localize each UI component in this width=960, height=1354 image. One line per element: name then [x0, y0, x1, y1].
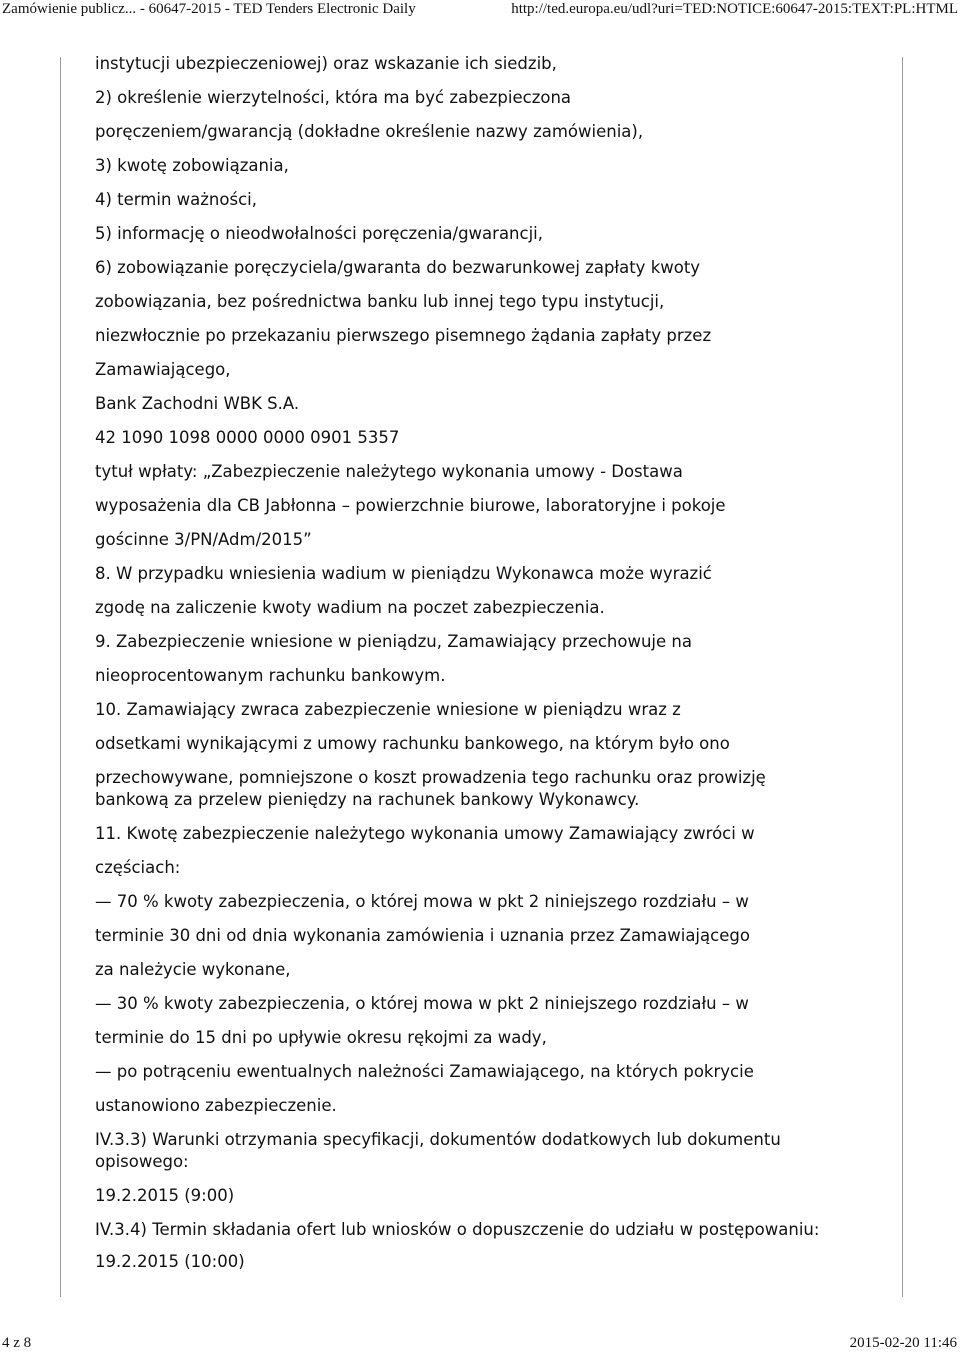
text-line: IV.3.4) Termin składania ofert lub wniosków o dopuszczenie do udziału w postępowaniu:	[95, 1220, 820, 1239]
text-line: Bank Zachodni WBK S.A.	[95, 394, 300, 413]
right-border-line	[902, 57, 903, 1297]
text-line: 19.2.2015 (10:00)	[95, 1252, 245, 1271]
text-line: odsetkami wynikającymi z umowy rachunku bankowego, na którym było ono	[95, 734, 730, 753]
text-line: bankową za przelew pieniędzy na rachunek bankowy Wykonawcy.	[95, 790, 640, 809]
text-line: zobowiązania, bez pośrednictwa banku lub innej tego typu instytucji,	[95, 292, 665, 311]
text-line: Zamawiającego,	[95, 360, 231, 379]
text-line: nieoprocentowanym rachunku bankowym.	[95, 666, 446, 685]
text-line: 6) zobowiązanie poręczyciela/gwaranta do bezwarunkowej zapłaty kwoty	[95, 258, 701, 277]
page-number: 4 z 8	[2, 1335, 32, 1351]
text-line: ustanowiono zabezpieczenie.	[95, 1096, 337, 1115]
print-datetime: 2015-02-20 11:46	[849, 1335, 957, 1351]
text-line: częściach:	[95, 858, 181, 877]
text-line: zgodę na zaliczenie kwoty wadium na poczet zabezpieczenia.	[95, 598, 605, 617]
text-line: — po potrąceniu ewentualnych należności Zamawiającego, na których pokrycie	[95, 1062, 754, 1081]
text-line: 11. Kwotę zabezpieczenie należytego wykonania umowy Zamawiający zwróci w	[95, 824, 755, 843]
text-line: instytucji ubezpieczeniowej) oraz wskazanie ich siedzib,	[95, 54, 557, 73]
text-line: 10. Zamawiający zwraca zabezpieczenie wniesione w pieniądzu wraz z	[95, 700, 681, 719]
text-line: opisowego:	[95, 1152, 189, 1171]
text-line: przechowywane, pomniejszone o koszt prowadzenia tego rachunku oraz prowizję	[95, 768, 766, 787]
text-line: 3) kwotę zobowiązania,	[95, 156, 289, 175]
text-line: za należycie wykonane,	[95, 960, 291, 979]
left-border-line	[60, 57, 61, 1297]
text-line: 19.2.2015 (9:00)	[95, 1186, 235, 1205]
text-line: wyposażenia dla CB Jabłonna – powierzchnie biurowe, laboratoryjne i pokoje	[95, 496, 726, 515]
text-line: 2) określenie wierzytelności, która ma być zabezpieczona	[95, 88, 572, 107]
text-line: terminie 30 dni od dnia wykonania zamówienia i uznania przez Zamawiającego	[95, 926, 750, 945]
text-line: gościnne 3/PN/Adm/2015”	[95, 530, 312, 549]
page-title: Zamówienie publicz... - 60647-2015 - TED Tenders Electronic Daily	[2, 1, 416, 17]
text-line: terminie do 15 dni po upływie okresu rękojmi za wady,	[95, 1028, 547, 1047]
text-line: 42 1090 1098 0000 0000 0901 5357	[95, 428, 400, 447]
text-line: — 70 % kwoty zabezpieczenia, o której mowa w pkt 2 niniejszego rozdziału – w	[95, 892, 749, 911]
text-line: IV.3.3) Warunki otrzymania specyfikacji, dokumentów dodatkowych lub dokumentu	[95, 1130, 781, 1149]
text-line: 5) informację o nieodwołalności poręczenia/gwarancji,	[95, 224, 543, 243]
text-line: tytuł wpłaty: „Zabezpieczenie należytego wykonania umowy - Dostawa	[95, 462, 683, 481]
text-line: poręczeniem/gwarancją (dokładne określenie nazwy zamówienia),	[95, 122, 644, 141]
text-line: niezwłocznie po przekazaniu pierwszego pisemnego żądania zapłaty przez	[95, 326, 712, 345]
text-line: 4) termin ważności,	[95, 190, 257, 209]
text-line: 8. W przypadku wniesienia wadium w pieniądzu Wykonawca może wyrazić	[95, 564, 712, 583]
page-url: http://ted.europa.eu/udl?uri=TED:NOTICE:60647-2015:TEXT:PL:HTML	[511, 1, 958, 17]
text-line: 9. Zabezpieczenie wniesione w pieniądzu, Zamawiający przechowuje na	[95, 632, 692, 651]
text-line: — 30 % kwoty zabezpieczenia, o której mowa w pkt 2 niniejszego rozdziału – w	[95, 994, 749, 1013]
